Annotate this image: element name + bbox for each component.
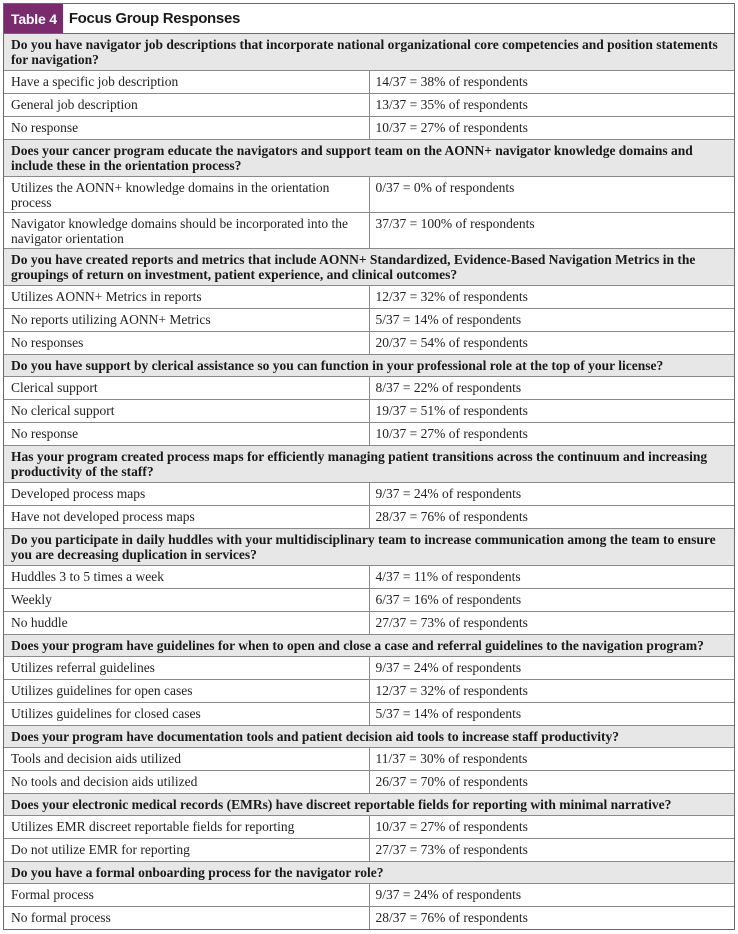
question-text: Do you have created reports and metrics that include AONN+ Standardized, Evidence-Based Navigation Metrics in the groupings of return on investment, patient experience, and clinical outcomes? — [4, 249, 734, 286]
answer-option: Have a specific job description — [4, 71, 369, 94]
answer-option: Navigator knowledge domains should be incorporated into the navigator orientation — [4, 213, 369, 249]
answer-row — [4, 612, 734, 635]
answer-option: No huddle — [4, 612, 369, 635]
answer-row — [4, 566, 734, 589]
answer-value: 5/37 = 14% of respondents — [369, 703, 734, 726]
question-row — [4, 355, 734, 377]
answer-row — [4, 748, 734, 771]
answer-row — [4, 771, 734, 794]
answer-value: 9/37 = 24% of respondents — [369, 884, 734, 907]
answer-option: Utilizes guidelines for closed cases — [4, 703, 369, 726]
answer-value: 27/37 = 73% of respondents — [369, 612, 734, 635]
answer-option: No formal process — [4, 907, 369, 930]
answer-option: Do not utilize EMR for reporting — [4, 839, 369, 862]
question-row — [4, 529, 734, 566]
answer-option: Developed process maps — [4, 483, 369, 506]
question-row — [4, 862, 734, 884]
answer-value: 26/37 = 70% of respondents — [369, 771, 734, 794]
answer-value: 14/37 = 38% of respondents — [369, 71, 734, 94]
answer-row — [4, 400, 734, 423]
answer-row — [4, 309, 734, 332]
answer-value: 9/37 = 24% of respondents — [369, 657, 734, 680]
table-label: Table 4 — [4, 4, 63, 33]
question-text: Do you have a formal onboarding process for the navigator role? — [4, 862, 734, 884]
answer-value: 4/37 = 11% of respondents — [369, 566, 734, 589]
answer-option: Have not developed process maps — [4, 506, 369, 529]
answer-row — [4, 884, 734, 907]
answer-value: 27/37 = 73% of respondents — [369, 839, 734, 862]
question-text: Does your cancer program educate the navigators and support team on the AONN+ navigator knowledge domains and include these in the orientation process? — [4, 140, 734, 177]
answer-option: No response — [4, 423, 369, 446]
answer-row — [4, 332, 734, 355]
answer-row — [4, 423, 734, 446]
answer-option: Huddles 3 to 5 times a week — [4, 566, 369, 589]
question-row — [4, 446, 734, 483]
question-row — [4, 34, 734, 71]
table-title: Focus Group Responses — [68, 10, 241, 27]
answer-row — [4, 286, 734, 309]
answer-row — [4, 71, 734, 94]
question-text: Does your electronic medical records (EMRs) have discreet reportable fields for reporting with minimal narrative? — [4, 794, 734, 816]
answer-value: 37/37 = 100% of respondents — [369, 213, 734, 249]
answer-value: 9/37 = 24% of respondents — [369, 483, 734, 506]
question-text: Has your program created process maps for efficiently managing patient transitions across the continuum and increasing productivity of the staff? — [4, 446, 734, 483]
question-row — [4, 140, 734, 177]
answer-row — [4, 703, 734, 726]
answer-option: No response — [4, 117, 369, 140]
answer-value: 0/37 = 0% of respondents — [369, 177, 734, 213]
answer-row — [4, 377, 734, 400]
answer-option: No tools and decision aids utilized — [4, 771, 369, 794]
question-text: Do you have navigator job descriptions that incorporate national organizational core competencies and position statements for navigation? — [4, 34, 734, 71]
answer-option: General job description — [4, 94, 369, 117]
answer-value: 12/37 = 32% of respondents — [369, 680, 734, 703]
answer-value: 6/37 = 16% of respondents — [369, 589, 734, 612]
answer-option: Utilizes EMR discreet reportable fields for reporting — [4, 816, 369, 839]
answer-row — [4, 839, 734, 862]
question-text: Do you participate in daily huddles with your multidisciplinary team to increase communication among the team to ensure you are decreasing duplication in services? — [4, 529, 734, 566]
answer-row — [4, 506, 734, 529]
answer-option: Weekly — [4, 589, 369, 612]
answer-value: 12/37 = 32% of respondents — [369, 286, 734, 309]
answer-row — [4, 589, 734, 612]
answer-option: No responses — [4, 332, 369, 355]
answer-row — [4, 94, 734, 117]
answer-option: Utilizes guidelines for open cases — [4, 680, 369, 703]
question-text: Does your program have documentation tools and patient decision aid tools to increase staff productivity? — [4, 726, 734, 748]
answer-value: 20/37 = 54% of respondents — [369, 332, 734, 355]
answer-option: Utilizes referral guidelines — [4, 657, 369, 680]
question-row — [4, 726, 734, 748]
answer-option: Utilizes the AONN+ knowledge domains in the orientation process — [4, 177, 369, 213]
question-row — [4, 635, 734, 657]
answer-row — [4, 907, 734, 930]
answer-value: 11/37 = 30% of respondents — [369, 748, 734, 771]
answer-option: Clerical support — [4, 377, 369, 400]
answer-row — [4, 117, 734, 140]
answer-option: No clerical support — [4, 400, 369, 423]
answer-value: 10/37 = 27% of respondents — [369, 423, 734, 446]
answer-value: 19/37 = 51% of respondents — [369, 400, 734, 423]
answer-value: 28/37 = 76% of respondents — [369, 506, 734, 529]
answer-row — [4, 657, 734, 680]
answer-option: No reports utilizing AONN+ Metrics — [4, 309, 369, 332]
answer-option: Tools and decision aids utilized — [4, 748, 369, 771]
answer-row — [4, 177, 734, 213]
answer-value: 13/37 = 35% of respondents — [369, 94, 734, 117]
answer-value: 10/37 = 27% of respondents — [369, 816, 734, 839]
question-row — [4, 794, 734, 816]
answer-value: 10/37 = 27% of respondents — [369, 117, 734, 140]
table-title-bar — [4, 4, 734, 34]
answer-value: 5/37 = 14% of respondents — [369, 309, 734, 332]
responses-table — [4, 34, 734, 929]
answer-value: 28/37 = 76% of respondents — [369, 907, 734, 930]
answer-row — [4, 483, 734, 506]
answer-option: Utilizes AONN+ Metrics in reports — [4, 286, 369, 309]
question-text: Does your program have guidelines for when to open and close a case and referral guidelines to the navigation program? — [4, 635, 734, 657]
question-text: Do you have support by clerical assistance so you can function in your professional role at the top of your license? — [4, 355, 734, 377]
answer-row — [4, 816, 734, 839]
answer-row — [4, 680, 734, 703]
answer-value: 8/37 = 22% of respondents — [369, 377, 734, 400]
answer-option: Formal process — [4, 884, 369, 907]
answer-row — [4, 213, 734, 249]
question-row — [4, 249, 734, 286]
focus-group-table — [3, 3, 735, 930]
